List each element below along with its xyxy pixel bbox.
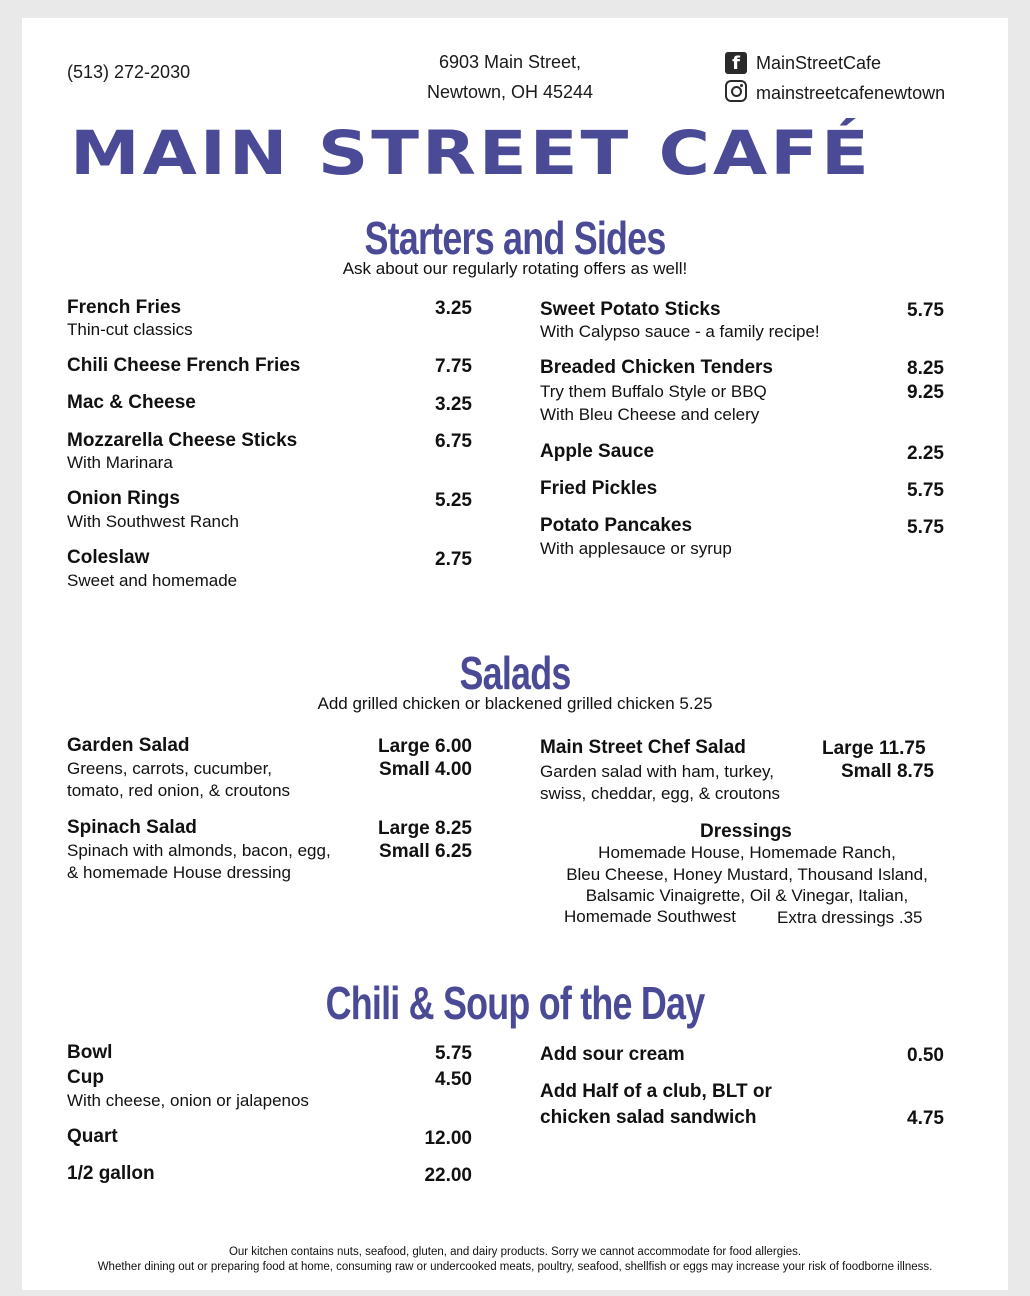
menu-item-name: Breaded Chicken Tenders bbox=[540, 357, 774, 378]
menu-item-desc: swiss, cheddar, egg, & croutons bbox=[540, 784, 781, 803]
dressings-title: Dressings bbox=[700, 821, 792, 842]
menu-item-name: Garden Salad bbox=[67, 735, 190, 756]
menu-item-desc: With Calypso sauce - a family recipe! bbox=[540, 322, 820, 341]
menu-item-name: Add sour cream bbox=[540, 1044, 685, 1065]
menu-item-price: 2.25 bbox=[907, 443, 944, 464]
salad-small-price: Small 6.25 bbox=[379, 841, 472, 862]
menu-item-desc: With Marinara bbox=[67, 453, 173, 472]
menu-item-desc: Thin-cut classics bbox=[67, 320, 193, 339]
address-line-2: Newtown, OH 45244 bbox=[426, 82, 594, 102]
menu-item-name: Mozzarella Cheese Sticks bbox=[67, 430, 298, 451]
menu-item-price: 5.75 bbox=[435, 1043, 472, 1064]
menu-item-desc: & homemade House dressing bbox=[67, 863, 291, 882]
menu-item-name: Cup bbox=[67, 1067, 104, 1088]
menu-item-price: 0.50 bbox=[907, 1045, 944, 1066]
menu-item-price: 2.75 bbox=[435, 549, 472, 570]
menu-item-price: 7.75 bbox=[435, 356, 472, 377]
menu-page bbox=[22, 18, 1008, 1290]
menu-item-name: Sweet Potato Sticks bbox=[540, 299, 721, 320]
dressings-line: Bleu Cheese, Honey Mustard, Thousand Island, bbox=[566, 865, 928, 884]
menu-item-desc: With applesauce or syrup bbox=[540, 539, 732, 558]
menu-item-price: 22.00 bbox=[424, 1165, 472, 1186]
address-line-1: 6903 Main Street, bbox=[438, 52, 582, 72]
menu-item-price: 4.50 bbox=[435, 1069, 472, 1090]
menu-item-name: Potato Pancakes bbox=[540, 515, 693, 536]
dressings-line: Balsamic Vinaigrette, Oil & Vinegar, Italian, bbox=[585, 886, 909, 905]
starters-title: Starters and Sides bbox=[364, 212, 666, 264]
menu-item-name: Bowl bbox=[67, 1042, 113, 1063]
menu-item-desc: Try them Buffalo Style or BBQ bbox=[540, 382, 767, 401]
menu-item-name: French Fries bbox=[67, 297, 182, 318]
menu-item-price: 5.75 bbox=[907, 517, 944, 538]
extra-dressings-price: Extra dressings .35 bbox=[777, 908, 923, 927]
dressings-line: Homemade Southwest bbox=[564, 907, 736, 926]
menu-item-desc: Greens, carrots, cucumber, bbox=[67, 759, 273, 778]
menu-item-name: chicken salad sandwich bbox=[540, 1107, 757, 1128]
menu-item-name: Coleslaw bbox=[67, 547, 150, 568]
cafe-title: MAIN STREET CAFÉ bbox=[70, 118, 872, 189]
menu-item-name: Quart bbox=[67, 1126, 118, 1147]
allergy-notice: Our kitchen contains nuts, seafood, gluten, and dairy products. Sorry we cannot accommodate for food allergies. bbox=[228, 1246, 802, 1258]
menu-item-price: 3.25 bbox=[435, 394, 472, 415]
menu-item-desc: Spinach with almonds, bacon, egg, bbox=[67, 841, 331, 860]
menu-item-price: 8.25 bbox=[907, 358, 944, 379]
facebook-handle: MainStreetCafe bbox=[756, 53, 882, 73]
menu-item-desc: tomato, red onion, & croutons bbox=[67, 781, 291, 800]
salad-small-price: Small 4.00 bbox=[379, 759, 472, 780]
starters-note: Ask about our regularly rotating offers as well! bbox=[342, 259, 688, 278]
menu-item-name: Fried Pickles bbox=[540, 478, 658, 499]
menu-item-price: 12.00 bbox=[424, 1128, 472, 1149]
facebook-icon: f bbox=[725, 52, 747, 74]
menu-item-price: 5.25 bbox=[435, 490, 472, 511]
menu-item-name: Add Half of a club, BLT or bbox=[540, 1081, 772, 1102]
menu-item-desc: Sweet and homemade bbox=[67, 571, 238, 590]
menu-item-name: Main Street Chef Salad bbox=[540, 737, 746, 758]
salad-large-price: Large 8.25 bbox=[378, 818, 472, 839]
instagram-icon bbox=[725, 80, 747, 102]
menu-item-price: 5.75 bbox=[907, 480, 944, 501]
menu-item-name: Onion Rings bbox=[67, 488, 180, 509]
salad-large-price: Large 11.75 bbox=[822, 738, 926, 759]
menu-item-price: 6.75 bbox=[435, 431, 472, 452]
salads-note: Add grilled chicken or blackened grilled chicken 5.25 bbox=[317, 694, 713, 713]
salads-title: Salads bbox=[459, 647, 571, 699]
menu-item-name: Apple Sauce bbox=[540, 441, 655, 462]
soup-title: Chili & Soup of the Day bbox=[325, 977, 705, 1029]
salad-large-price: Large 6.00 bbox=[378, 736, 472, 757]
phone-number: (513) 272-2030 bbox=[67, 62, 191, 82]
salad-small-price: Small 8.75 bbox=[841, 761, 934, 782]
menu-item-name: Chili Cheese French Fries bbox=[67, 355, 301, 376]
menu-item-price: 4.75 bbox=[907, 1108, 944, 1129]
menu-item-desc: Garden salad with ham, turkey, bbox=[540, 762, 775, 781]
menu-item-name: Spinach Salad bbox=[67, 817, 197, 838]
menu-item-desc: With Southwest Ranch bbox=[67, 512, 239, 531]
menu-item-name: Mac & Cheese bbox=[67, 392, 196, 413]
menu-item-desc: With Bleu Cheese and celery bbox=[540, 405, 760, 424]
menu-item-desc: With cheese, onion or jalapenos bbox=[67, 1091, 309, 1110]
instagram-handle: mainstreetcafenewtown bbox=[756, 83, 946, 103]
menu-item-price-alt: 9.25 bbox=[907, 382, 944, 403]
menu-item-name: 1/2 gallon bbox=[67, 1163, 155, 1184]
dressings-line: Homemade House, Homemade Ranch, bbox=[598, 843, 896, 862]
foodborne-illness-warning: Whether dining out or preparing food at home, consuming raw or undercooked meats, poultry, seafood, shellfish or eggs may increase your risk of foodborne illness. bbox=[97, 1261, 933, 1273]
menu-item-price: 3.25 bbox=[435, 298, 472, 319]
menu-item-price: 5.75 bbox=[907, 300, 944, 321]
